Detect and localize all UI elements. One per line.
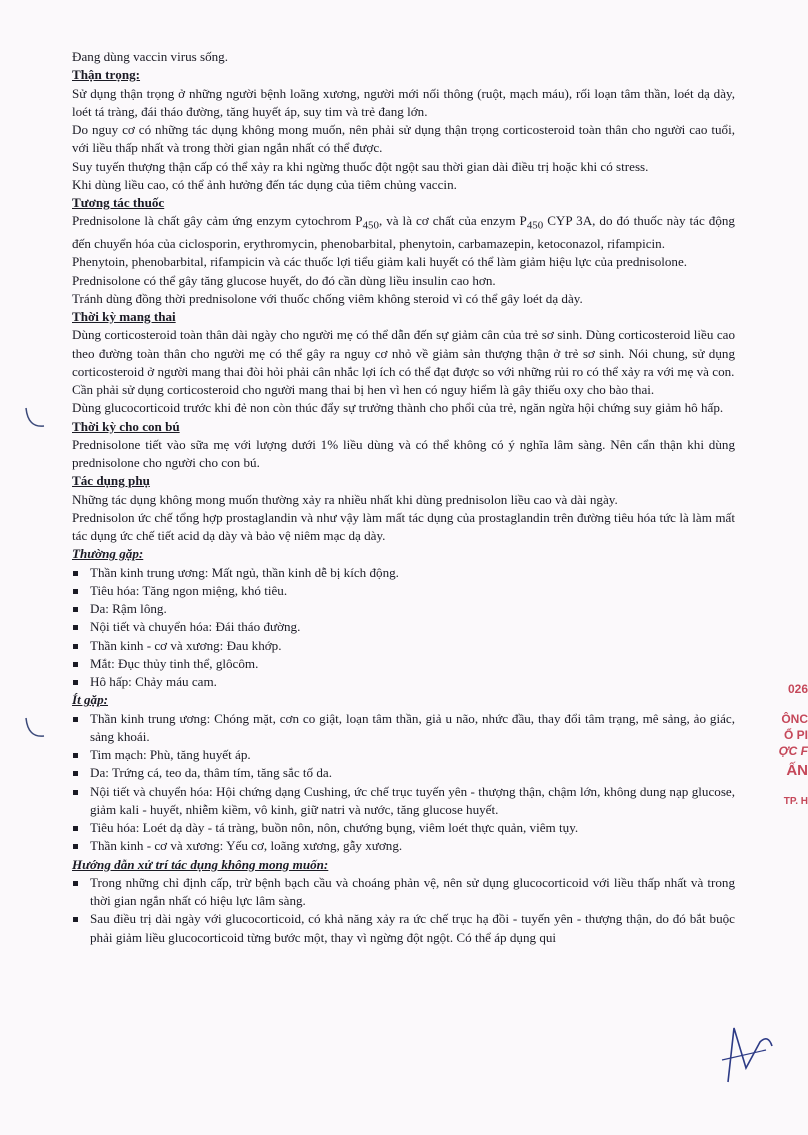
stamp-fragment: [768, 682, 808, 822]
stamp-text: ÔNC: [781, 712, 808, 726]
heading-breastfeeding: Thời kỳ cho con bú: [72, 418, 180, 434]
list-item: Nội tiết và chuyển hóa: Đái tháo đường.: [72, 618, 735, 636]
list-item: Thần kinh trung ương: Mất ngủ, thần kinh dễ bị kích động.: [72, 564, 735, 582]
list-item: Tiêu hóa: Tăng ngon miệng, khó tiêu.: [72, 582, 735, 600]
list-item: Hô hấp: Chảy máu cam.: [72, 673, 735, 691]
stamp-text: Ổ PI: [783, 728, 808, 742]
list-item: Thần kinh - cơ và xương: Yếu cơ, loãng xương, gẫy xương.: [72, 837, 735, 855]
paragraph: Cần phải sử dụng corticosteroid cho người mang thai bị hen vì hen có nguy hiểm là gây thiếu oxy cho bào thai.: [72, 382, 655, 398]
list-item: Thần kinh trung ương: Chóng mặt, cơn co giật, loạn tâm thần, giả u não, nhức đầu, thay đổi tâm trạng, mê sảng, ảo giác, sảng khoái.: [72, 710, 735, 747]
punch-hole-mark-icon: [18, 710, 48, 746]
punch-hole-mark-icon: [18, 400, 48, 436]
list-item: Sau điều trị dài ngày với glucocorticoid, có khả năng xảy ra ức chế trục hạ đồi - tuyến yên - thượng thận, do đó bắt buộc phải giảm liều glucocorticoid từng bước một, thay vì ngừng đột ngột. Có thể áp dụng qui: [72, 910, 735, 947]
stamp-text: 026: [787, 682, 808, 696]
heading-common: Thường gặp:: [72, 546, 144, 562]
paragraph: Dùng glucocorticoid trước khi đẻ non còn thúc đẩy sự trưởng thành cho phổi của trẻ, ngăn ngừa hội chứng suy giảm hô hấp.: [72, 400, 724, 416]
stamp-text: ỢC F: [778, 744, 808, 758]
paragraph: Những tác dụng không mong muốn thường xảy ra nhiều nhất khi dùng prednisolon liều cao và dài ngày.: [72, 491, 618, 507]
paragraph: Do nguy cơ có những tác dụng không mong muốn, nên phải sử dụng thận trọng corticosteroid toàn thân cho người cao tuổi, với liều thấp nhất và trong thời gian ngắn nhất có thể được.: [72, 122, 735, 156]
signature-initial-icon: [716, 1020, 776, 1090]
list-item: Trong những chỉ định cấp, trừ bệnh bạch cầu và choáng phản vệ, nên sử dụng glucocorticoid với liều thấp nhất và trong thời gian ngắn nhất có hiệu lực lâm sàng.: [72, 874, 735, 911]
paragraph: Phenytoin, phenobarbital, rifampicin và các thuốc lợi tiểu giảm kali huyết có thể làm giảm hiệu lực của prednisolone.: [72, 254, 688, 270]
text-span: CYP 3A, do đó thuốc này tác động đến chuyển hóa của ciclosporin, erythromycin, phenobarbital, phenytoin, carbamazepin, ketoconazol, rifampicin.: [72, 213, 735, 252]
list-item: Nội tiết và chuyển hóa: Hội chứng dạng Cushing, ức chế trục tuyến yên - thượng thận, chậm lớn, không dung nạp glucose, giảm kali - huyết, nhiễm kiềm, vô kinh, giữ natri và nước, tăng glucose huyết.: [72, 783, 735, 820]
paragraph: Prednisolone tiết vào sữa mẹ với lượng dưới 1% liều dùng và có thể không có ý nghĩa lâm sàng. Nên cẩn thận khi dùng prednisolone cho người cho con bú.: [72, 436, 735, 471]
stamp-text: TP. H: [783, 796, 808, 807]
heading-pregnancy: Thời kỳ mang thai: [72, 309, 176, 325]
list-item: Tim mạch: Phù, tăng huyết áp.: [72, 746, 735, 764]
paragraph: Dùng corticosteroid toàn thân dài ngày cho người mẹ có thể dẫn đến sự giảm cân của trẻ sơ sinh. Dùng corticosteroid liều cao theo đường toàn thân cho người mẹ có thể gây ra nguy cơ nhỏ về giảm sản thượng thận ở trẻ sơ sinh. Nói chung, sử dụng corticosteroid ở người mang thai đòi hỏi phải cân nhắc lợi ích có thể đạt được so với những rủi ro có thể xảy ra với mẹ và con.: [72, 327, 735, 379]
heading-precautions: Thận trọng:: [72, 67, 141, 83]
text-span: Prednisolone là chất gây cảm ứng enzym cytochrom P: [72, 213, 363, 229]
list-guidance: [72, 874, 735, 947]
text-line: Đang dùng vaccin virus sống.: [72, 49, 229, 64]
heading-interactions: Tương tác thuốc: [72, 195, 165, 210]
paragraph: [72, 212, 735, 253]
heading-side-effects: Tác dụng phụ: [72, 473, 150, 489]
list-uncommon: [72, 710, 735, 856]
paragraph: Prednisolon ức chế tổng hợp prostaglandin và như vậy làm mất tác dụng của prostaglandin trên đường tiêu hóa tức là làm mất tác dụng ức chế tiết acid dạ dày và bảo vệ niêm mạc dạ dày.: [72, 509, 735, 544]
list-item: Thần kinh - cơ và xương: Đau khớp.: [72, 637, 735, 655]
document-body: [72, 48, 735, 947]
text-span: , và là cơ chất của enzym P: [378, 213, 527, 229]
list-common: [72, 564, 735, 692]
list-item: Tiêu hóa: Loét dạ dày - tá tràng, buồn nôn, nôn, chướng bụng, viêm loét thực quản, viêm tụy.: [72, 819, 735, 837]
paragraph: Tránh dùng đồng thời prednisolone với thuốc chống viêm không steroid vì có thể gây loét dạ dày.: [72, 290, 583, 306]
heading-guidance: Hướng dẫn xử trí tác dụng không mong muốn:: [72, 856, 329, 872]
list-item: Da: Rậm lông.: [72, 600, 735, 618]
paragraph: Sử dụng thận trọng ở những người bệnh loãng xương, người mới nối thông (ruột, mạch máu), rối loạn tâm thần, loét dạ dày, loét tá tràng, đái tháo đường, tăng huyết áp, suy tim và trẻ đang lớn.: [72, 85, 735, 119]
subscript: 450: [362, 219, 379, 232]
paragraph: Suy tuyến thượng thận cấp có thể xảy ra khi ngừng thuốc đột ngột sau thời gian dài điều trị hoặc khi có stress.: [72, 158, 649, 174]
list-item: Mắt: Đục thủy tinh thể, glôcôm.: [72, 655, 735, 673]
subscript: 450: [526, 219, 544, 232]
list-item: Da: Trứng cá, teo da, thâm tím, tăng sắc tố da.: [72, 764, 735, 782]
heading-uncommon: Ít gặp:: [72, 692, 109, 708]
paragraph: Khi dùng liều cao, có thể ảnh hưởng đến tác dụng của tiêm chủng vaccin.: [72, 176, 457, 192]
stamp-text: ẤN: [786, 762, 808, 779]
paragraph: Prednisolone có thể gây tăng glucose huyết, do đó cần dùng liều insulin cao hơn.: [72, 272, 496, 288]
